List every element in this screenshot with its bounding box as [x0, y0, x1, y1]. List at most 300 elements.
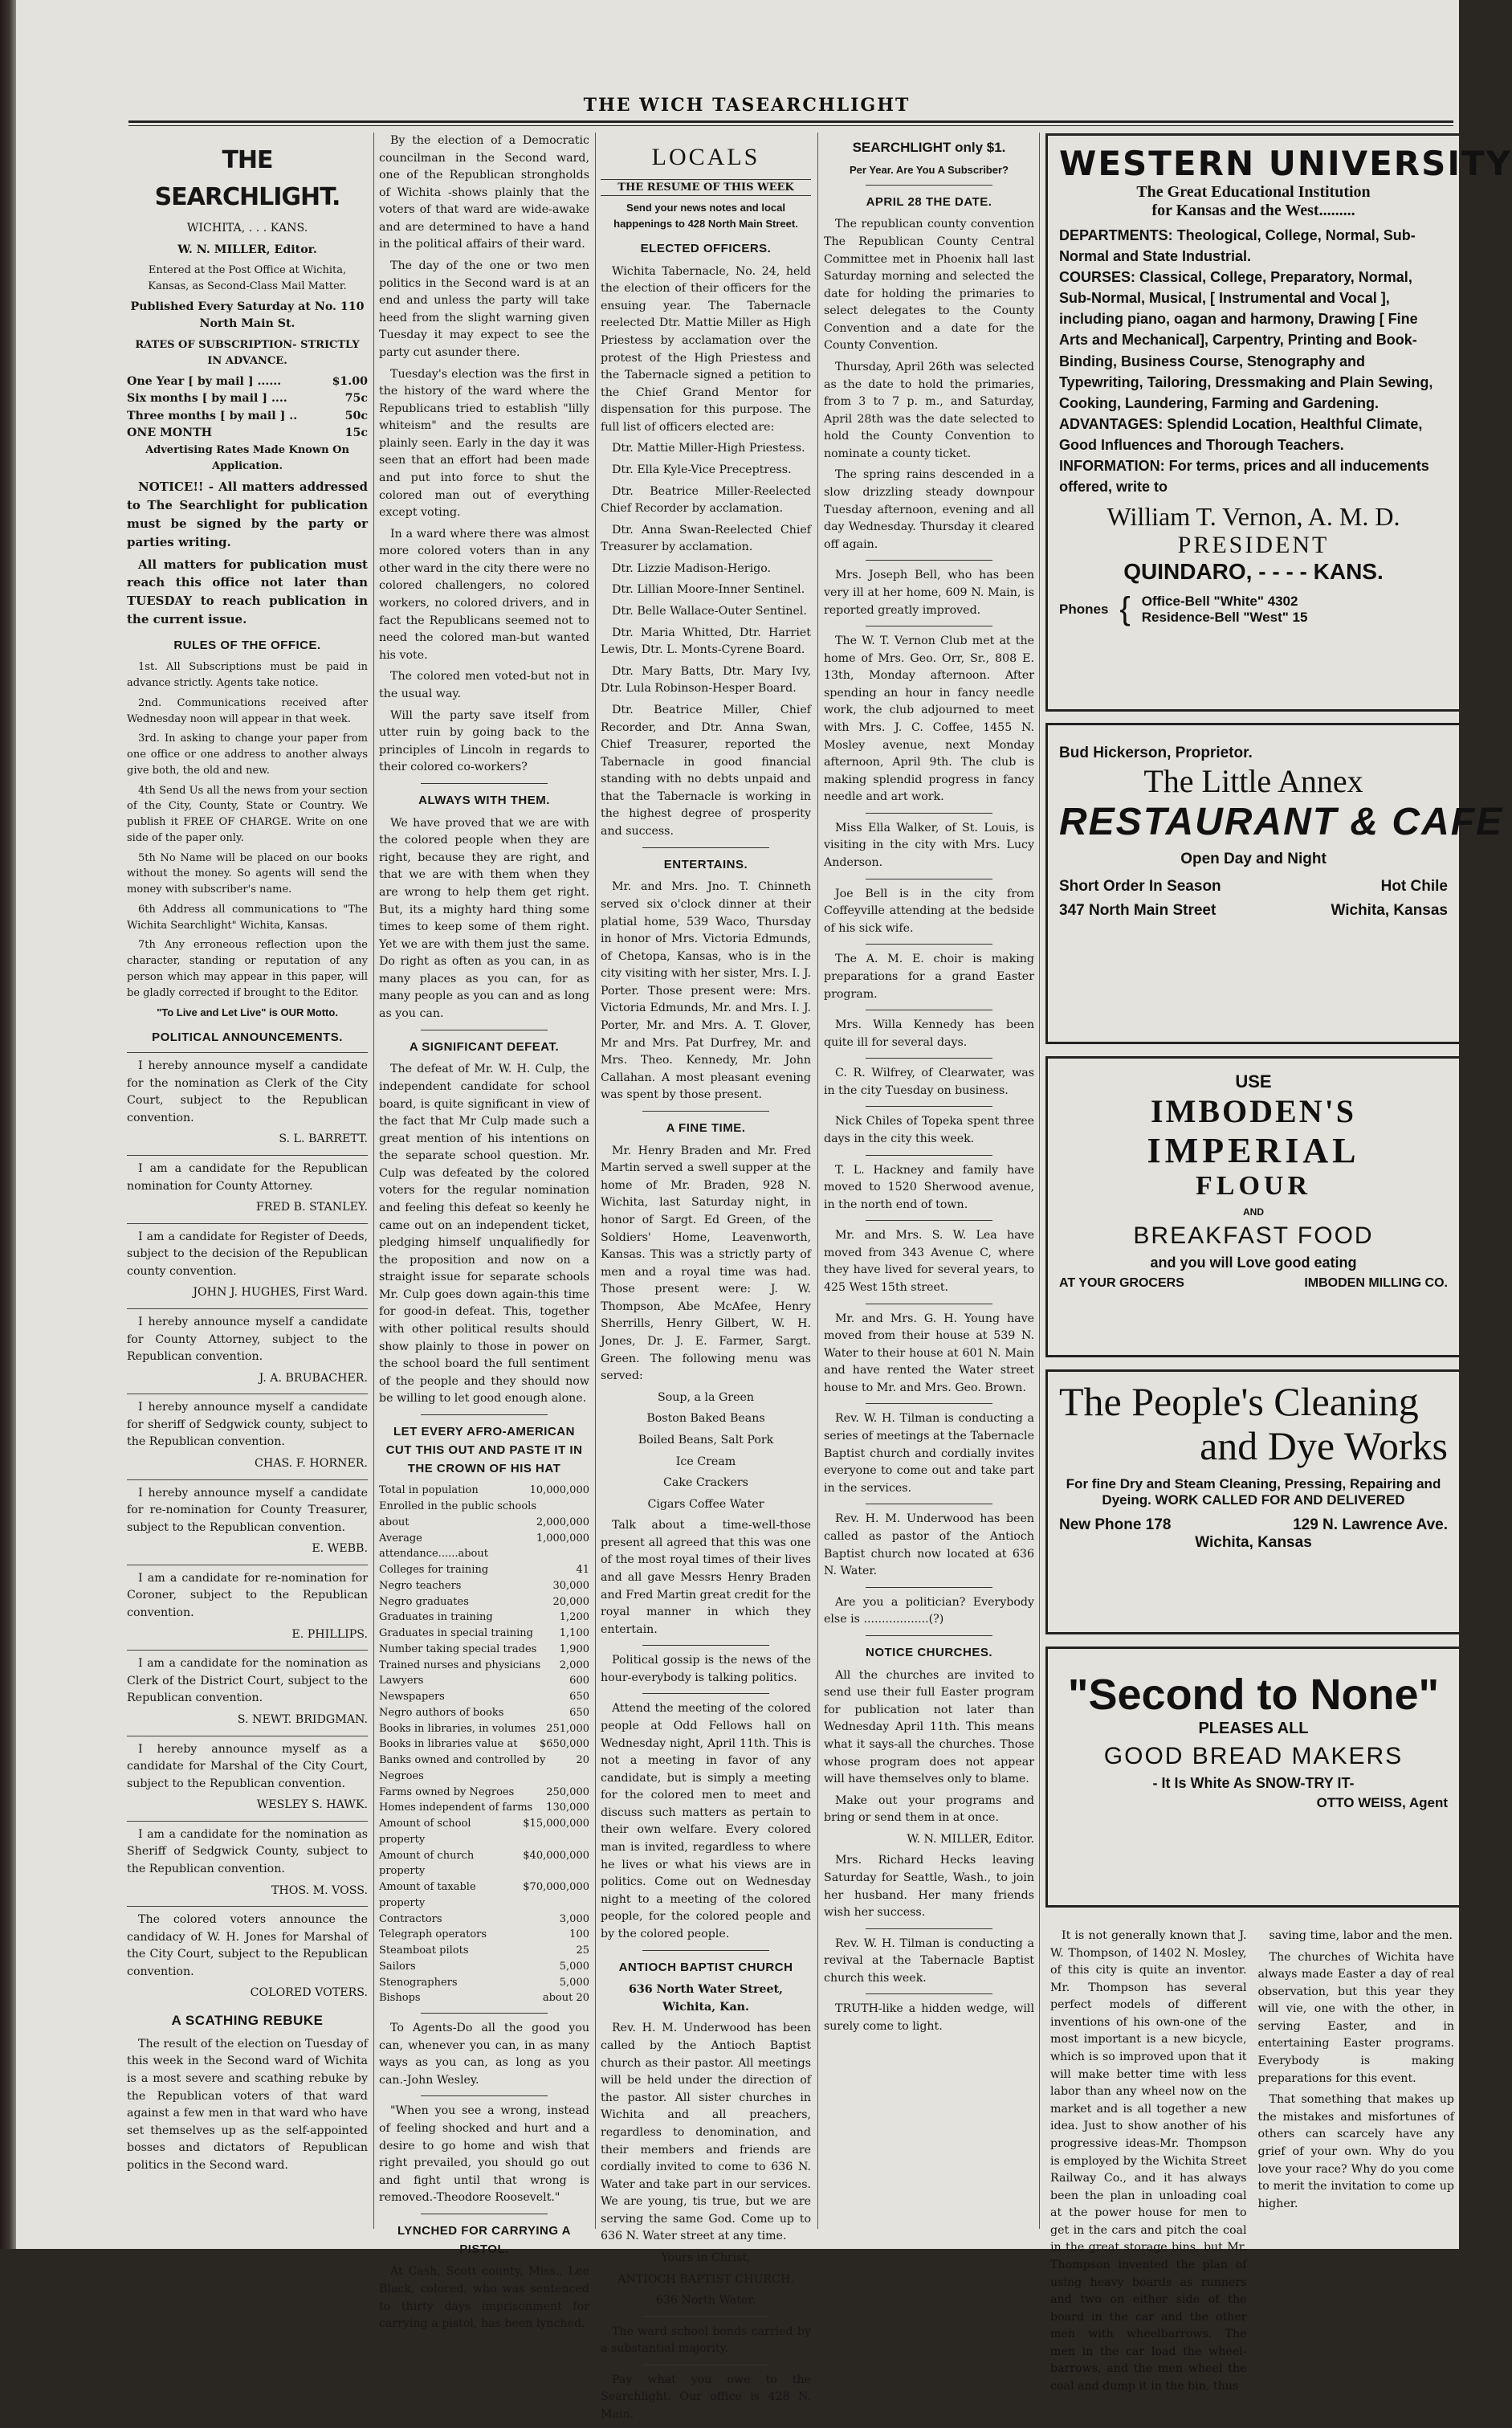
announcement-name: WESLEY S. HAWK. [256, 1798, 368, 1812]
stats-row [379, 1610, 589, 1626]
announcement-text: I am a candidate for re-nomination for Coroner, subject to the Republican convention. [127, 1571, 368, 1620]
paper-city: WICHITA, . . . KANS. [186, 222, 308, 235]
notice-text-2: Make out your programs and bring or send them in at once. [824, 1793, 1034, 1825]
little-annex-ad [1045, 723, 1504, 1044]
date-paragraph: Thursday, April 26th was selected as the date to hold the primaries, from 3 to 7 p. m., and Saturday, April 28th was the date selected to hold the County Convention to nominate a county ticket. [824, 361, 1034, 460]
newspaper-page [16, 0, 1512, 2422]
elected-item: Wichita Tabernacle, No. 24, held the election of their officers for the ensuing year. The Tabernacle reelected Dtr. Mattie Miller as High Priestess by acclamation over the protest of the High Priestess and the Tabernacle signed a petition to the Chief Grand Mentor for dispensation for this purpose. The full list of officers elected are: [601, 264, 811, 434]
stats-row [379, 1721, 589, 1737]
stats-row [379, 1562, 589, 1578]
stats-label: Graduates in special training [379, 1627, 533, 1640]
stats-label: Negro graduates [379, 1595, 469, 1608]
wu-tagline-2: for Kansas and the West......... [1151, 202, 1355, 219]
roosevelt-quote: "When you see a wrong, instead of feeling shocked and hurt and a desire to go home and wish that right prevailed, you should go out and fight until that wrong is removed.-Theodore Roosevelt." [379, 2104, 589, 2205]
agents-quote: To Agents-Do all the good you can, whenever you can, in as many ways as you can, as long as you can.-John Wesley. [379, 2022, 589, 2087]
stats-value: 650 [569, 1706, 589, 1719]
announcement-name: FRED B. STANLEY. [255, 1201, 368, 1214]
rate-row [127, 425, 368, 443]
wu-person: William T. Vernon, A. M. D. [1106, 502, 1400, 532]
stats-label: Negro teachers [379, 1579, 462, 1592]
local-item: Rev. W. H. Tilman is conducting a revival at the Tabernacle Baptist church this week. [824, 1936, 1034, 1985]
meeting-text: Attend the meeting of the colored people at Odd Fellows hall on Wednesday night, April 11th. This is not a meeting in favor of any candidate, but is simply a meeting for the colored men to meet and discuss such matters as pertain to their own welfare. Every colored man is invited, regardless to where he lives or what his views are in politics. Come out on Wednesday night to a meeting of the colored people, for the colored people and by the colored people. [601, 1702, 811, 1940]
separator [866, 1403, 992, 1404]
annex-title: The Little Annex [1143, 763, 1363, 799]
stats-row [379, 1642, 589, 1658]
elected-item: Dtr. Ella Kyle-Vice Preceptress. [612, 463, 792, 476]
stats-value: 1,100 [559, 1627, 589, 1640]
rules-list [127, 659, 368, 1001]
announcement-text: I hereby announce myself as a candidate for Marshal of the City Court, subject to the Republican convention. [127, 1742, 368, 1790]
elected-heading: ELECTED OFFICERS. [640, 241, 772, 255]
sub-price: SEARCHLIGHT only $1. [852, 140, 1006, 155]
announcement-name: S. L. BARRETT. [279, 1132, 368, 1146]
rule-item: 3rd. In asking to change your paper from one office or one address to another always give both, the old and new. [127, 732, 368, 777]
announcements-list [127, 1052, 368, 2002]
wu-residence-phone: Residence-Bell "West" 15 [1141, 609, 1308, 625]
cleaning-desc: For fine Dry and Steam Cleaning, Pressing, Repairing and Dyeing. WORK CALLED FOR AND DELIVERED [1066, 1476, 1441, 1508]
local-item: Are you a politician? Everybody else is ..................(?) [824, 1595, 1034, 1626]
wu-phones [1059, 591, 1448, 627]
stats-label: Newspapers [379, 1691, 445, 1704]
cutout-heading: LET EVERY AFRO-AMERICAN CUT THIS OUT AND PASTE IT IN THE CROWN OF HIS HAT [385, 1424, 583, 1475]
announcement-name: E. PHILLIPS. [291, 1627, 368, 1641]
stats-label: Amount of school property [379, 1818, 471, 1846]
announcement-name: E. WEBB. [312, 1542, 368, 1556]
rules-heading: RULES OF THE OFFICE. [173, 638, 321, 652]
stats-row [379, 1879, 589, 1912]
wu-information: INFORMATION: For terms, prices and all inducements offered, write to [1059, 458, 1429, 496]
column-3 [601, 133, 811, 2428]
announcement [127, 1308, 368, 1387]
article-paragraph: Tuesday's election was the first in the history of the ward where the Republicans tried to establish "lilly whiteism" and the results are plainly seen. Early in the day it was seen that an effort had been made and put into force to shut the colored man out of everything except voting. [379, 367, 589, 520]
stats-label: Average attendance......about [379, 1532, 488, 1561]
truth-text: TRUTH-like a hidden wedge, will surely come to light. [824, 2002, 1034, 2034]
cleaning-city: Wichita, Kansas [1195, 1534, 1312, 1551]
bottom-articles [1045, 1920, 1459, 2393]
separator [866, 185, 992, 186]
sub-question: Per Year. Are You A Subscriber? [850, 163, 1009, 176]
rate-term: One Year [ by mail ] ...... [127, 374, 282, 388]
annex-name: RESTAURANT & CAFE [1059, 801, 1504, 843]
rule-item: 2nd. Communications received after Wednesday noon will appear in that week. [127, 696, 368, 725]
rates-list [127, 373, 368, 443]
imboden-name: IMBODEN'S [1151, 1093, 1356, 1129]
column-rule [1039, 133, 1040, 2229]
second-to-none-ad [1045, 1647, 1459, 1908]
column-rule [373, 133, 374, 2229]
notice-heading: NOTICE CHURCHES. [865, 1645, 992, 1659]
stats-value: 251,000 [546, 1722, 589, 1735]
announcement-text: I am a candidate for the nomination as Sheriff of Sedgwick County, subject to the Republican convention. [127, 1827, 368, 1875]
stats-label: Sailors [379, 1960, 416, 1973]
annex-proprietor: Bud Hickerson, Proprietor. [1059, 745, 1253, 761]
stats-row [379, 1578, 589, 1594]
fine-text: Mr. Henry Braden and Mr. Fred Martin served a swell supper at the home of Mr. Braden, 928 N. Wichita, last Saturday night, in honor of Sargt. Ed Green, of the Soldiers' Home, Leavenworth, Kansas. This was a strictly party of men and a royal time was had. Those present were: J. W. Thompson, Abe McAfee, Henry Sherrills, Henry Gilbert, W. H. Jones, Dr. J. E. Farmer, Sargt. Green. The following menu was served: [601, 1144, 811, 1383]
local-items-2 [824, 1852, 1034, 1994]
imboden-use: USE [1235, 1071, 1272, 1092]
stats-label: Banks owned and controlled by Negroes [379, 1754, 546, 1782]
separator [421, 783, 547, 784]
local-item: Joe Bell is in the city from Coffeyville attending at the bedside of his sick wife. [824, 887, 1034, 935]
stats-value: 600 [569, 1675, 589, 1687]
stats-label: Graduates in training [379, 1611, 493, 1624]
entertains-text: Mr. and Mrs. Jno. T. Chinneth served six o'clock dinner at their platial home, 539 Waco, Thursday in honor of Mrs. Victoria Edmunds, of Chetopa, Kansas, who is in the city visiting with her sister, Mrs. I. J. Porter. Those present were: Mrs. Victoria Edmunds, Mr. and Mrs. I. J. Porter, Mr. and Mrs. A. T. Glover, Mr and Mrs. Pat Durfrey, Mr. and Mrs. Theo. Kennedy, Mr. John Callahan. A most pleasant evening was spent by those present. [601, 880, 811, 1102]
local-item: Mrs. Willa Kennedy has been quite ill for several days. [824, 1018, 1034, 1049]
menu-item: Boston Baked Beans [646, 1412, 765, 1426]
imboden-love: and you will Love good eating [1150, 1255, 1357, 1271]
local-item: C. R. Wilfrey, of Clearwater, was in the city Tuesday on business. [824, 1067, 1034, 1097]
masthead: THE WICH TASEARCHLIGHT [583, 95, 911, 116]
stats-label: Colleges for training [379, 1564, 489, 1577]
rebuke-heading: A SCATHING REBUKE [171, 2013, 324, 2029]
elected-item: Dtr. Mary Batts, Dtr. Mary Ivy, Dtr. Lula Robinson-Hesper Board. [601, 664, 811, 696]
stats-value: about 20 [542, 1992, 589, 2005]
local-item: Miss Ella Walker, of St. Louis, is visiting in the city with Mrs. Lucy Anderson. [824, 821, 1034, 870]
masthead-rule [128, 120, 1453, 126]
gossip-text: Political gossip is the news of the hour-everybody is talking politics. [601, 1654, 811, 1684]
brace-icon: { [1119, 591, 1131, 627]
bonds-text: The ward school bonds carried by a substantial majority. [601, 2324, 811, 2356]
announcement [127, 1906, 368, 2002]
article-paragraph: The day of the one or two men politics in the Second ward is at an end and unless the party will take heed from the slight warning given Tuesday it may expect to see the party cut asunder there. [379, 259, 589, 359]
stats-label: Books in libraries value at [379, 1738, 518, 1751]
announcement [127, 1736, 368, 1814]
stats-value: 130,000 [546, 1802, 589, 1814]
stats-row [379, 1990, 589, 2006]
stats-value: 5,000 [559, 1960, 589, 1973]
wu-tagline: The Great Educational Institution [1136, 183, 1371, 201]
rates-heading: RATES OF SUBSCRIPTION- STRICTLY IN ADVANCE. [135, 339, 360, 367]
stats-label: Lawyers [379, 1675, 424, 1687]
stats-value: 10,000,000 [529, 1484, 589, 1497]
easter-article [1258, 1928, 1455, 2400]
stats-row [379, 1515, 589, 1531]
stats-value: $15,000,000 [523, 1818, 589, 1830]
rule-item: 7th Any erroneous reflection upon the character, standing or reputation of any person which may appear in this paper, will be gladly corrected if brought to the Editor. [127, 939, 368, 999]
stats-row [379, 1736, 589, 1753]
stats-label: Enrolled in the public schools [379, 1500, 537, 1513]
stats-label: Farms owned by Negroes [379, 1785, 515, 1798]
cleaning-title-2: and Dye Works [1200, 1423, 1448, 1468]
resume-line: THE RESUME OF THIS WEEK [601, 179, 811, 197]
announcement [127, 1821, 368, 1900]
article-paragraph: The colored men voted-but not in the usual way. [379, 670, 589, 700]
announcement [127, 1052, 368, 1149]
local-item: Rev. W. H. Tilman is conducting a series of meetings at the Tabernacle Baptist church and cordially invites everyone to come out and take part in the services. [824, 1412, 1034, 1495]
wu-courses: COURSES: Classical, College, Preparatory, Normal, Sub-Normal, Musical, [ Instrumental and Vocal ], including piano, oagan and harmony, Drawing [ Fine Arts and Mechanical], Carpentry, Printing and Book-Binding, Business Course, Stenography and Typewriting, Tailoring, Dressmaking and Plain Sewing, Cooking, Laundering, Farming and Gardening. [1059, 269, 1433, 411]
ad-column [1045, 129, 1512, 2393]
elected-item: Dtr. Beatrice Miller, Chief Recorder, and Dtr. Anna Swan, Chief Treasurer, reported the Tabernacle in good financial standing with no debts unpaid and that the Tabernacle is working in the highest degree of prosperity and success. [601, 703, 811, 838]
church-heading: ANTIOCH BAPTIST CHURCH [618, 1960, 793, 1974]
column-1 [127, 133, 368, 2179]
rate-row [127, 390, 368, 408]
stats-row [379, 1483, 589, 1499]
announcement-name: S. NEWT. BRIDGMAN. [237, 1712, 368, 1726]
menu-list [601, 1389, 811, 1513]
rate-row [127, 408, 368, 426]
menu-item: Boiled Beans, Salt Pork [638, 1433, 774, 1447]
stats-value: 1,200 [559, 1611, 589, 1624]
imboden-breakfast: BREAKFAST FOOD [1133, 1222, 1374, 1249]
stats-label: Trained nurses and physicians [379, 1659, 541, 1671]
pay-text: Pay what you owe to the Searchlight. Our office is 428 N. Main. [601, 2373, 811, 2422]
separator [866, 1635, 992, 1636]
stats-label: Negro authors of books [379, 1706, 504, 1719]
local-item: The W. T. Vernon Club met at the home of Mrs. Geo. Orr, Sr., 808 E. 13th, Monday afternoon. After spending an hour in fancy needle work, the club adjourned to meet with Mrs. J. C. Coffee, 1455 N. Mosley avenue, next Monday afternoon, April 9th. The club is making splendid progress in fancy needle and art work. [824, 635, 1034, 804]
separator [866, 1220, 992, 1221]
separator [421, 2095, 547, 2096]
stats-value: 20,000 [552, 1595, 589, 1608]
local-item: Mr. and Mrs. S. W. Lea have moved from 343 Avenue C, where they have lived for several years, to 425 West 15th street. [824, 1229, 1034, 1295]
stats-row [379, 1785, 589, 1801]
stats-label: Steamboat pilots [379, 1944, 469, 1957]
second-bread: GOOD BREAD MAKERS [1103, 1743, 1404, 1769]
second-title: "Second to None" [1067, 1671, 1440, 1719]
wu-office-phone: Office-Bell "White" 4302 [1141, 593, 1298, 609]
rate-term: ONE MONTH [127, 426, 213, 440]
wu-name: WESTERN UNIVERSITY [1059, 144, 1512, 183]
stats-label: Telegraph operators [379, 1928, 487, 1941]
local-items [824, 467, 1034, 1635]
church-signature [601, 2250, 811, 2310]
entertains-heading: ENTERTAINS. [663, 857, 748, 871]
local-item: Mr. and Mrs. G. H. Young have moved from their house at 539 N. Water to their house at 601 N. Main and have rented the Water street house to Mr. and Mrs. Geo. Brown. [824, 1312, 1034, 1394]
menu-item: Ice Cream [675, 1455, 736, 1468]
article-paragraph: In a ward where there was almost more colored voters than in any other ward in the city there were no colored challengers, no colored workers, no colored drivers, and in fact the Republicans seemed not to need the colored man-but wanted his vote. [379, 527, 589, 662]
stats-row [379, 1673, 589, 1689]
paper-name: THE SEARCHLIGHT. [154, 146, 340, 211]
notice-signed: NOTICE!! - All matters addressed to The Searchlight for publication must be signed by the party or parties writing. [127, 479, 368, 549]
stats-value: 20 [576, 1754, 589, 1767]
stats-value: 650 [569, 1691, 589, 1704]
rebuke-text: The result of the election on Tuesday of this week in the Second ward of Wichita is a most severe and scathing rebuke by the Republican voters of that ward against a few men in that ward who have set themselves up as the self-appointed bosses and dictators of Republican politics in the Second ward. [127, 2037, 368, 2172]
announcement-text: I hereby announce myself a candidate for re-nomination for County Treasurer, subject to the Republican convention. [127, 1486, 368, 1534]
announcement [127, 1479, 368, 1558]
send-news-note: Send your news notes and local happenings to 428 North Main Street. [613, 202, 798, 231]
stats-label: Contractors [379, 1912, 442, 1925]
article-paragraph: Will the party save itself from utter ruin by going back to the principles of Lincoln in regards to their colored co-workers? [379, 708, 589, 774]
rate-term: Three months [ by mail ] .. [127, 409, 298, 422]
announcement [127, 1394, 368, 1472]
rate-price: 75c [344, 392, 368, 406]
wu-phones-label: Phones [1059, 601, 1109, 617]
imboden-mill: IMBODEN MILLING CO. [1304, 1276, 1448, 1290]
defeat-text: The defeat of Mr. W. H. Culp, the independent candidate for school board, is quite significant in view of the fact that Mr Culp made such a great mention of his intentions on the separate school question. Mr. Culp was defeated by the colored voters for the regular nomination and feeling this defeat so keenly he came out on an independent ticket, pledging himself unqualifiedly for the proposition and now on a straight issue for separate schools Mr. Culp goes down again-this time for good-in defeat. This, together with other political results should show plainly to those in power on the school board the full sentiment of the people and they should now be willing to let good enough alone. [379, 1063, 589, 1406]
separator [866, 1587, 992, 1588]
stats-value: 3,000 [559, 1912, 589, 1925]
lynch-heading: LYNCHED FOR CARRYING A PISTOL. [397, 2223, 571, 2256]
elected-item: Dtr. Maria Whitted, Dtr. Harriet Lewis, Dtr. L. Monts-Cyrene Board. [601, 626, 811, 657]
announcement-text: I am a candidate for the nomination as Clerk of the District Court, subject to the Republican convention. [127, 1657, 368, 1705]
stats-label: Books in libraries, in volumes [379, 1722, 536, 1735]
second-white: - It Is White As SNOW-TRY IT- [1152, 1775, 1355, 1791]
local-item: Nick Chiles of Topeka spent three days in the city this week. [824, 1115, 1034, 1145]
annex-short-order: Short Order In Season [1059, 878, 1221, 895]
column-rule [817, 133, 818, 2229]
stats-row [379, 1943, 589, 1959]
rate-row [127, 373, 368, 391]
notice-signature: W. N. MILLER, Editor. [907, 1832, 1034, 1846]
always-heading: ALWAYS WITH THEM. [418, 793, 550, 807]
paper-editor: W. N. MILLER, Editor. [177, 243, 317, 256]
wu-location: QUINDARO, - - - - KANS. [1123, 559, 1384, 585]
separator [866, 944, 992, 945]
announcement [127, 1155, 368, 1217]
separator [866, 1993, 992, 1994]
announcement-name: THOS. M. VOSS. [271, 1883, 368, 1897]
separator [642, 1645, 768, 1646]
church-sig-line: ANTIOCH BAPTIST CHURCH. [617, 2272, 794, 2286]
rate-term: Six months [ by mail ] .... [127, 392, 287, 406]
stats-row [379, 1848, 589, 1880]
local-item: The A. M. E. choir is making preparations for a grand Easter program. [824, 953, 1034, 1001]
rate-price: 15c [344, 426, 368, 440]
notice-deadline: All matters for publication must reach this office not later than TUESDAY to reach publication in the current issue. [127, 557, 368, 626]
imboden-and: AND [1243, 1206, 1264, 1218]
announcement-name: CHAS. F. HORNER. [254, 1457, 368, 1471]
always-text: We have proved that we are with the colored people when they are right, because they are right, and that we are with them when they are wrong to help them get right. But, its a mighty hard thing some times to keep some of them right. Yet we are with them just the same. Do right as often as you can, in as many places as you can, for as many people as you can and as long as you can. [379, 816, 589, 1020]
annex-chile: Hot Chile [1380, 878, 1448, 895]
elected-item: Dtr. Belle Wallace-Outer Sentinel. [612, 605, 807, 618]
rule-item: 6th Address all communications to "The Wichita Searchlight" Wichita, Kansas. [127, 903, 368, 932]
article-paragraph: That something that makes up the mistakes and misfortunes of others can scarcely have any grief of your own. Why do you love your race? Why do you come to merit the invitation to come up higher. [1257, 2093, 1454, 2210]
column-rule [595, 133, 596, 2229]
date-article [824, 216, 1034, 463]
stats-row [379, 1499, 589, 1515]
announcement-text: I hereby announce myself a candidate for the nomination as Clerk of the City Court, subject to the Republican convention. [127, 1059, 368, 1124]
stats-value: 1,900 [559, 1642, 589, 1655]
date-paragraph: The republican county convention The Republican County Central Committee met in Phoenix hall last Saturday morning and selected the date for holding the primaries to select delegates to the County Convention and a date for the County Convention. [824, 218, 1034, 353]
stats-row [379, 1594, 589, 1610]
stats-label: Total in population [379, 1484, 479, 1497]
separator [421, 2013, 547, 2014]
imboden-imperial: IMPERIAL [1147, 1131, 1360, 1170]
scan-edge [0, 0, 16, 2249]
cleaning-phone: New Phone 178 [1059, 1516, 1172, 1533]
announcement-text: The colored voters announce the candidacy of W. H. Jones for Marshal of the City Court, subject to the Republican convention. [127, 1913, 368, 1978]
menu-item: Soup, a la Green [657, 1390, 755, 1404]
stats-row [379, 1531, 589, 1563]
stats-row [379, 1689, 589, 1705]
church-sig-line: Yours in Christ, [661, 2251, 751, 2264]
stats-value: $650,000 [539, 1738, 589, 1751]
cleaning-title: The People's Cleaning [1059, 1379, 1419, 1424]
stats-row [379, 1816, 589, 1848]
separator [866, 1155, 992, 1156]
menu-item: Cake Crackers [663, 1476, 748, 1490]
announcement-text: I am a candidate for Register of Deeds, subject to the decision of the Republican county convention. [127, 1230, 368, 1278]
church-sig-line: 636 North Water. [655, 2294, 756, 2308]
announcement-text: I hereby announce myself a candidate for sheriff of Sedgwick county, subject to the Republican convention. [127, 1401, 368, 1449]
stats-value: 2,000,000 [536, 1516, 589, 1528]
cleaning-address: 129 N. Lawrence Ave. [1293, 1516, 1448, 1533]
annex-city: Wichita, Kansas [1331, 902, 1448, 919]
menu-item: Cigars Coffee Water [647, 1497, 764, 1511]
stats-value: 2,000 [559, 1659, 589, 1671]
imboden-flour: FLOUR [1196, 1171, 1311, 1201]
article-paragraph: saving time, labor and the men. [1269, 1929, 1453, 1942]
local-item: Mrs. Joseph Bell, who has been very ill at her home, 609 N. Main, is reported greatly improved. [824, 569, 1034, 617]
column-2 [379, 133, 589, 2337]
lynch-text: At Cash, Scott county, Miss., Lee Black, colored, who was sentenced to thirty days imprisonment for carrying a pistol, has been lynched. [379, 2265, 589, 2331]
stats-value: $40,000,000 [523, 1849, 589, 1862]
announcement [127, 1565, 368, 1643]
stats-value: 30,000 [552, 1579, 589, 1592]
stats-value: 41 [576, 1564, 589, 1577]
stats-row [379, 1705, 589, 1721]
stats-row [379, 1753, 589, 1785]
stats-value: 250,000 [546, 1785, 589, 1798]
article-paragraph: By the election of a Democratic councilman in the Second ward, one of the Republican strongholds of Wichita -shows plainly that the voters of that ward are wide-awake and are determined to have a hand in the political affairs of their ward. [379, 134, 589, 251]
church-text: Rev. H. M. Underwood has been called by the Antioch Baptist church as their pastor. All meetings will be held under the direction of the pastor. All sister churches in Wichita and all preachers, regardless to denomination, and their members and friends are cordially invited to come to 636 N. Water and take part in our services. We are young, tis true, but we are serving the same God. Come up to 636 N. Water street at any time. [601, 2022, 811, 2243]
separator [866, 1928, 992, 1929]
rate-price: 50c [344, 409, 368, 422]
stats-label: about [379, 1516, 410, 1528]
stats-row [379, 1626, 589, 1642]
rule-item: 5th No Name will be placed on our books without the money. So agents will send the money with subscriber's name. [127, 851, 368, 896]
imboden-flour-ad [1045, 1056, 1459, 1357]
separator [642, 847, 768, 848]
stats-value: $70,000,000 [523, 1881, 589, 1894]
locals-title: LOCALS [651, 144, 760, 170]
announcement-name: J. A. BRUBACHER. [259, 1371, 368, 1385]
stats-row [379, 1912, 589, 1928]
stats-value: 1,000,000 [536, 1532, 589, 1545]
imboden-grocers: AT YOUR GROCERS [1059, 1276, 1184, 1290]
western-university-ad [1045, 133, 1512, 712]
date-heading: APRIL 28 THE DATE. [866, 194, 992, 209]
stats-row [379, 1959, 589, 1975]
advertising-note: Advertising Rates Made Known On Application. [145, 443, 349, 472]
wu-departments: DEPARTMENTS: Theological, College, Normal, Sub-Normal and State Industrial. [1059, 227, 1416, 265]
separator [421, 1414, 547, 1415]
separator [642, 1693, 768, 1694]
stats-row [379, 1927, 589, 1943]
announcement-text: I am a candidate for the Republican nomination for County Attorney. [127, 1161, 368, 1193]
separator [642, 2316, 768, 2317]
stats-value: 5,000 [559, 1976, 589, 1989]
elected-list [601, 263, 811, 841]
separator [866, 1106, 992, 1107]
stats-label: Homes independent of farms [379, 1802, 533, 1814]
entered-notice: Entered at the Post Office at Wichita, Kansas, as Second-Class Mail Matter. [148, 264, 347, 293]
rule-item: 1st. All Subscriptions must be paid in advance strictly. Agents take notice. [127, 661, 368, 690]
fine-heading: A FINE TIME. [666, 1120, 746, 1135]
elected-item: Dtr. Lillian Moore-Inner Sentinel. [612, 583, 805, 597]
church-address: 636 North Water Street, Wichita, Kan. [629, 1983, 783, 2014]
article-paragraph: It is not generally known that J. W. Thompson, of 1402 N. Mosley, of this city is quite an inventor. Mr. Thompson has several perfect models of different inventions of his own-one of the most important is a new bicycle, which is so improved upon that it will make better time with less labor than any wheel now on the market and is all together a new idea. Just to show another of his progressive ideas-Mr. Thompson is employed by the Wichita Street Railway Co., and it has always been the plan in unloading coal at the power house for men to get in the cars and pitch the coal in the great storage bins, but Mr. Thompson invented the plan of using heavy boards as runners and two on either side of the board in the car and the other men with wheelbarrows. The men in the car load the wheel-barrows, and the men wheel the coal and dump it in the bin, thus [1050, 1929, 1247, 2393]
stats-row [379, 1658, 589, 1674]
separator [866, 1058, 992, 1059]
second-pleases: PLEASES ALL [1198, 1720, 1309, 1737]
separator [866, 813, 992, 814]
elected-item: Dtr. Anna Swan-Reelected Chief Treasurer by acclamation. [601, 523, 811, 554]
separator [642, 1950, 768, 1951]
stats-label: Amount of church property [379, 1849, 475, 1878]
stats-label: Bishops [379, 1992, 421, 2005]
announcement-name: COLORED VOTERS. [250, 1986, 368, 2000]
defeat-heading: A SIGNIFICANT DEFEAT. [409, 1039, 560, 1054]
announcement-name: JOHN J. HUGHES, First Ward. [193, 1286, 368, 1300]
second-ward-article [379, 133, 589, 777]
separator [642, 1111, 768, 1112]
wu-president: PRESIDENT [1177, 532, 1330, 559]
annex-address: 347 North Main Street [1059, 902, 1217, 919]
local-item: The spring rains descended in a slow drizzling steady downpour Tuesday afternoon, evening and all day Wednesday. Thursday it cleared off again. [824, 468, 1034, 551]
political-heading: POLITICAL ANNOUNCEMENTS. [152, 1030, 343, 1045]
stats-label: Stenographers [379, 1976, 458, 1989]
elected-item: Dtr. Lizzie Madison-Herigo. [612, 561, 771, 575]
